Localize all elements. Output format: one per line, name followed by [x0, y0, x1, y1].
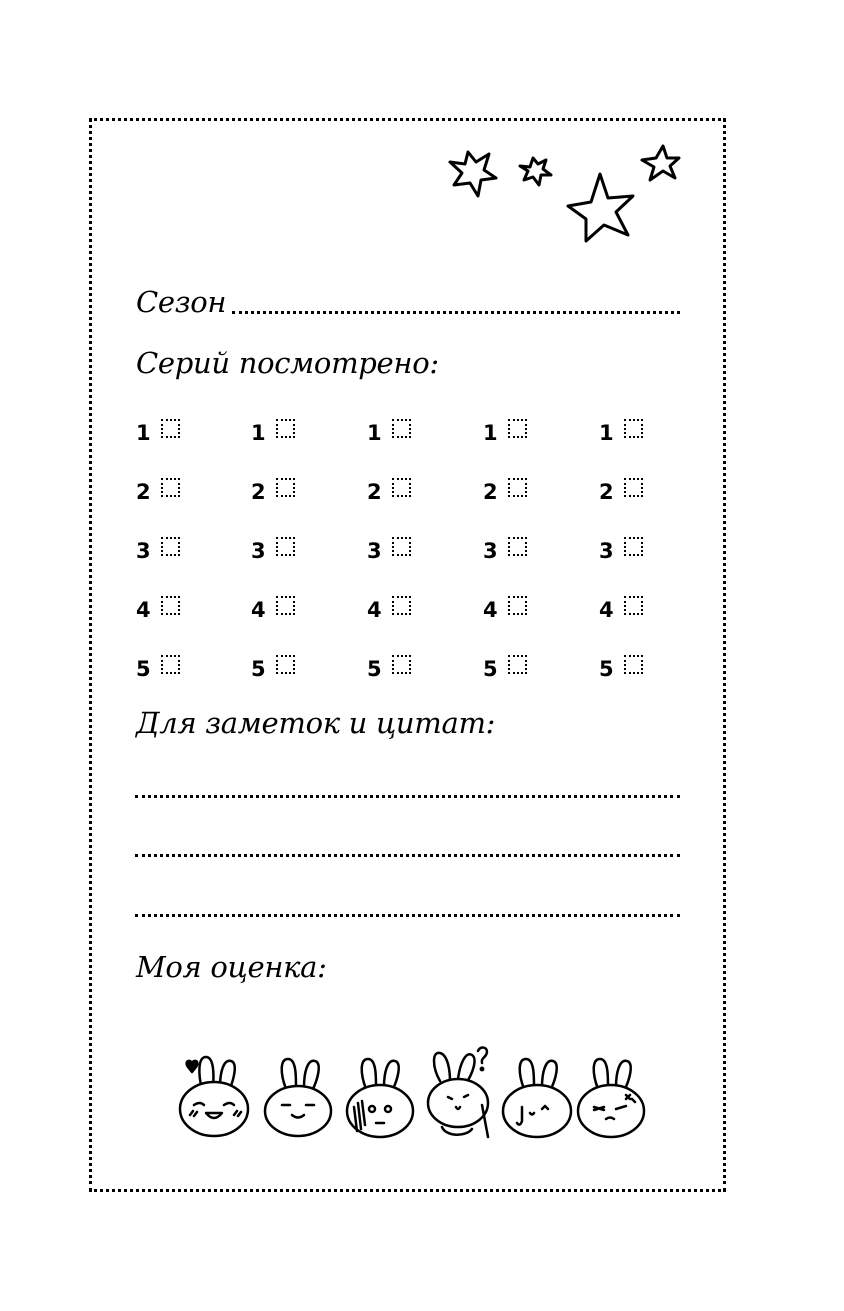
checkbox-square[interactable]	[508, 537, 527, 556]
episode-checkbox[interactable]: 2	[367, 477, 411, 507]
small-star-icon	[520, 158, 551, 185]
episode-checkbox[interactable]: 4	[483, 595, 527, 625]
checkbox-square[interactable]	[392, 596, 411, 615]
episode-checkbox[interactable]: 3	[251, 536, 295, 566]
episode-checkbox[interactable]: 5	[251, 654, 295, 684]
notes-line[interactable]	[135, 914, 680, 917]
stars-decoration	[440, 140, 690, 250]
star-icon	[642, 146, 679, 180]
episode-checkbox[interactable]: 3	[599, 536, 643, 566]
episode-checkbox[interactable]: 2	[599, 477, 643, 507]
checkbox-square[interactable]	[161, 655, 180, 674]
episode-checkbox[interactable]: 1	[483, 418, 527, 448]
rating-label: Моя оценка:	[136, 950, 327, 984]
episode-checkbox[interactable]: 5	[483, 654, 527, 684]
bunny-confused-icon[interactable]	[428, 1048, 488, 1137]
bunny-happy-icon[interactable]	[265, 1059, 331, 1136]
checkbox-square[interactable]	[276, 655, 295, 674]
notes-label: Для заметок и цитат:	[136, 706, 496, 740]
episode-checkbox[interactable]: 2	[136, 477, 180, 507]
bunny-angry-icon[interactable]	[578, 1059, 644, 1137]
episode-checkbox[interactable]: 4	[599, 595, 643, 625]
checkbox-square[interactable]	[392, 537, 411, 556]
episode-checkbox[interactable]: 5	[367, 654, 411, 684]
checkbox-square[interactable]	[508, 478, 527, 497]
checkbox-square[interactable]	[392, 655, 411, 674]
episode-checkbox[interactable]: 3	[136, 536, 180, 566]
season-input-line[interactable]	[232, 311, 680, 314]
episode-checkbox[interactable]: 5	[599, 654, 643, 684]
big-star-icon	[568, 174, 633, 241]
episode-checkbox[interactable]: 2	[251, 477, 295, 507]
bunny-love-icon[interactable]	[180, 1057, 248, 1136]
episode-checkbox[interactable]: 5	[136, 654, 180, 684]
season-label: Сезон	[136, 285, 227, 319]
checkbox-square[interactable]	[508, 419, 527, 438]
checkbox-square[interactable]	[508, 596, 527, 615]
star-icon	[450, 152, 496, 196]
checkbox-square[interactable]	[392, 419, 411, 438]
checkbox-square[interactable]	[392, 478, 411, 497]
checkbox-square[interactable]	[624, 596, 643, 615]
checkbox-square[interactable]	[276, 537, 295, 556]
episodes-label: Серий посмотрено:	[136, 346, 439, 380]
notes-line[interactable]	[135, 854, 680, 857]
episode-checkbox[interactable]: 1	[251, 418, 295, 448]
checkbox-square[interactable]	[161, 478, 180, 497]
checkbox-square[interactable]	[508, 655, 527, 674]
rating-bunnies	[172, 1045, 652, 1140]
checkbox-square[interactable]	[161, 596, 180, 615]
episode-checkbox[interactable]: 4	[367, 595, 411, 625]
episode-checkbox[interactable]: 4	[136, 595, 180, 625]
checkbox-square[interactable]	[161, 537, 180, 556]
notes-line[interactable]	[135, 795, 680, 798]
episodes-checkbox-grid	[136, 418, 696, 698]
checkbox-square[interactable]	[624, 419, 643, 438]
episode-checkbox[interactable]: 1	[136, 418, 180, 448]
episode-checkbox[interactable]: 3	[367, 536, 411, 566]
checkbox-square[interactable]	[276, 419, 295, 438]
checkbox-square[interactable]	[624, 478, 643, 497]
episode-checkbox[interactable]: 2	[483, 477, 527, 507]
episode-checkbox[interactable]: 1	[599, 418, 643, 448]
episode-checkbox[interactable]: 1	[367, 418, 411, 448]
checkbox-square[interactable]	[161, 419, 180, 438]
checkbox-square[interactable]	[624, 537, 643, 556]
bunny-crying-icon[interactable]	[503, 1059, 571, 1137]
episode-checkbox[interactable]: 3	[483, 536, 527, 566]
bunny-shocked-icon[interactable]	[347, 1059, 413, 1137]
episode-checkbox[interactable]: 4	[251, 595, 295, 625]
checkbox-square[interactable]	[276, 478, 295, 497]
checkbox-square[interactable]	[276, 596, 295, 615]
checkbox-square[interactable]	[624, 655, 643, 674]
